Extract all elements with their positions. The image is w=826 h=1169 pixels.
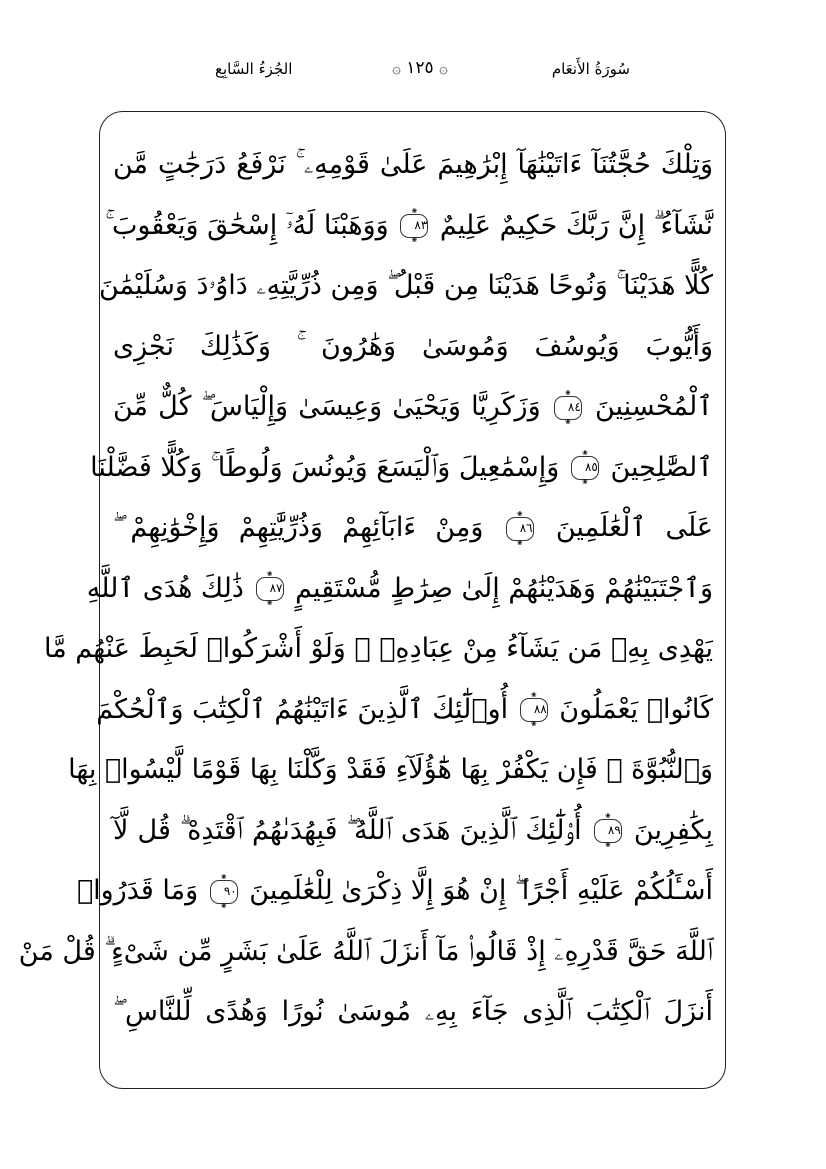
page-number-block [392, 58, 448, 78]
text-line [113, 135, 713, 196]
verse-text: وَٱجْتَبَيْنَٰهُمْ وَهَدَيْنَٰهُمْ إِلَىٰ صِرَٰطٍ مُّسْتَقِيمٍ [286, 572, 713, 604]
verse-text: أَنزَلَ ٱلْكِتَٰبَ ٱلَّذِى جَآءَ بِهِۦ مُوسَىٰ نُورًا وَهُدًى لِّلنَّاسِ ۖ [113, 996, 713, 1027]
verse-number-marker: ❀ ٨٥ ❀ [571, 456, 599, 480]
verse-number-marker: ❀ ٨٤ ❀ [554, 396, 582, 420]
verse-text: أَسْـَٔلُكُمْ عَلَيْهِ أَجْرًا ۖ إِنْ هُوَ إِلَّا ذِكْرَىٰ لِلْعَٰلَمِينَ [240, 875, 713, 906]
verse-text: أُو۟لَٰٓئِكَ ٱلَّذِينَ هَدَى ٱللَّهُ ۖ فَبِهُدَىٰهُمُ ٱقْتَدِهْ ۗ قُل لَّآ [113, 814, 591, 846]
verse-text: ٱلْمُحْسِنِينَ [584, 391, 713, 422]
text-line [113, 498, 713, 559]
verse-number-marker: ❀ ٩٠ ❀ [210, 880, 238, 904]
text-line [113, 317, 713, 378]
text-line [86, 559, 713, 620]
verse-text: وَمِنْ ءَابَآئِهِمْ وَذُرِّيَّٰتِهِمْ وَإِخْوَٰنِهِمْ ۖ [113, 512, 503, 543]
text-line [105, 196, 713, 257]
juz-name: الجُزءُ السَّابِع [215, 60, 293, 78]
verse-text: كَانُوا۟ يَعْمَلُونَ [550, 693, 713, 725]
ornament-icon: ۞ [439, 59, 448, 77]
verse-text: وَتِلْكَ حُجَّتُنَآ ءَاتَيْنَٰهَآ إِبْرَٰهِيمَ عَلَىٰ قَوْمِهِۦ ۚ نَرْفَعُ دَرَجَٰتٍ مَّن [113, 149, 713, 180]
verse-text: ٱلصَّٰلِحِينَ [601, 451, 713, 483]
verse-text: وَٱلنُّبُوَّةَ ۚ فَإِن يَكْفُرْ بِهَا هَٰٓؤُلَآءِ فَقَدْ وَكَّلْنَا بِهَا قَوْمًا لَّيْسُوا۟ بِهَا [68, 754, 713, 785]
text-line [18, 922, 713, 983]
text-line [98, 256, 713, 317]
verse-text: وَوَهَبْنَا لَهُۥٓ إِسْحَٰقَ وَيَعْقُوبَ ۚ [105, 209, 398, 241]
verse-text: وَإِسْمَٰعِيلَ وَٱلْيَسَعَ وَيُونُسَ وَلُوطًا ۚ وَكُلًّا فَضَّلْنَا [90, 451, 568, 483]
verse-text: نَّشَآءُ ۗ إِنَّ رَبَّكَ حَكِيمٌ عَلِيمٌ [431, 209, 713, 241]
text-line [113, 377, 713, 438]
verse-text: أُو۟لَٰٓئِكَ ٱلَّذِينَ ءَاتَيْنَٰهُمُ ٱلْكِتَٰبَ وَٱلْحُكْمَ [96, 693, 517, 725]
verse-number-marker: ❀ ٨٧ ❀ [256, 577, 284, 601]
text-line [68, 740, 713, 801]
verse-text: ذَٰلِكَ هُدَى ٱللَّهِ [86, 572, 253, 604]
surah-name: سُورَةُ الأَنعَام [551, 60, 630, 78]
verse-text: وَزَكَرِيَّا وَيَحْيَىٰ وَعِيسَىٰ وَإِلْيَاسَ ۖ كُلٌّ مِّنَ [113, 391, 551, 422]
text-line [90, 438, 713, 499]
verse-number-marker: ❀ ٨٩ ❀ [594, 819, 622, 843]
verse-number-marker: ❀ ٨٨ ❀ [520, 698, 548, 722]
text-line [43, 619, 713, 680]
verse-text: يَهْدِى بِهِۦ مَن يَشَآءُ مِنْ عِبَادِهِۦ ۚ وَلَوْ أَشْرَكُوا۟ لَحَبِطَ عَنْهُم مَّا [43, 633, 713, 664]
text-line [96, 680, 713, 741]
text-line [113, 801, 713, 862]
verse-text: وَأَيُّوبَ وَيُوسُفَ وَمُوسَىٰ وَهَٰرُونَ ۚ وَكَذَٰلِكَ نَجْزِى [113, 330, 713, 362]
verse-number-marker: ❀ ٨٦ ❀ [506, 517, 534, 541]
quran-text-block [18, 135, 713, 1043]
text-line [76, 861, 713, 922]
verse-text: ٱللَّهَ حَقَّ قَدْرِهِۦٓ إِذْ قَالُوا۟ مَآ أَنزَلَ ٱللَّهُ عَلَىٰ بَشَرٍ مِّن شَىْءٍ ۗ قُلْ مَنْ [18, 935, 713, 967]
ornament-icon: ۞ [392, 59, 401, 77]
verse-text: عَلَى ٱلْعَٰلَمِينَ [536, 512, 713, 543]
page-number: ١٢٥ [406, 58, 434, 78]
page-header [200, 58, 640, 88]
verse-text: بِكَٰفِرِينَ [624, 814, 713, 846]
text-line [113, 982, 713, 1043]
verse-text: وَمَا قَدَرُوا۟ [76, 875, 207, 906]
verse-text: كُلًّا هَدَيْنَا ۚ وَنُوحًا هَدَيْنَا مِن قَبْلُ ۖ وَمِن ذُرِّيَّتِهِۦ دَاوُۥدَ وَسُلَيْمَٰنَ [98, 270, 713, 301]
verse-number-marker: ❀ ٨٣ ❀ [400, 214, 428, 238]
